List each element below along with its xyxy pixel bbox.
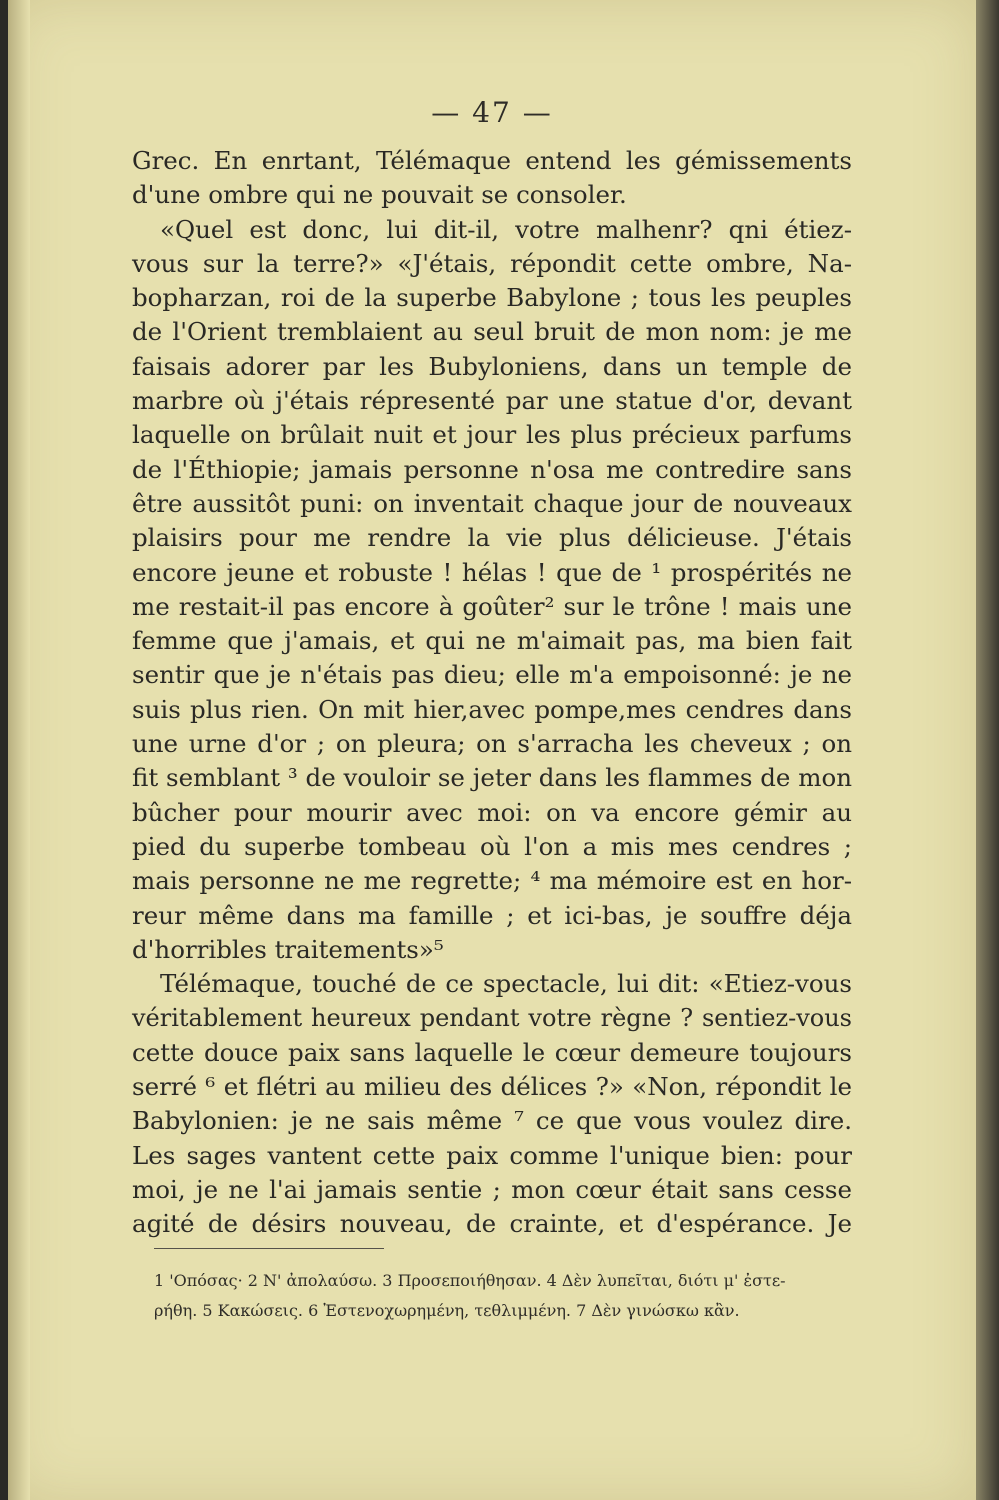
text-line: de l'Orient tremblaient au seul bruit de mon nom: je me <box>132 317 852 347</box>
text-line: sentir que je n'étais pas dieu; elle m'a empoisonné: je ne <box>132 660 852 690</box>
page-number: — 47 — <box>431 96 553 129</box>
text-line: Les sages vantent cette paix comme l'unique bien: pour <box>132 1140 852 1170</box>
text-line: mais personne ne me regrette; ⁴ ma mémoire est en hor- <box>132 866 852 896</box>
text-line: Babylonien: je ne sais même ⁷ ce que vous voulez dire. <box>132 1106 852 1136</box>
footnote-line: ρήθη. 5 Κακώσεις. 6 Ἐστενοχωρημένη, τεθλιμμένη. 7 Δὲν γινώσκω κἂν. <box>154 1301 740 1320</box>
text-line: une urne d'or ; on pleura; on s'arracha les cheveux ; on <box>132 729 852 759</box>
footnotes <box>154 1266 814 1326</box>
text-line: encore jeune et robuste ! hélas ! que de ¹ prospérités ne <box>132 557 852 587</box>
text-line: fit semblant ³ de vouloir se jeter dans les flammes de mon <box>132 763 852 793</box>
text-line: plaisirs pour me rendre la vie plus délicieuse. J'étais <box>132 523 852 553</box>
footnote-line: 1 'Οπόσας· 2 Ν' ἀπολαύσω. 3 Προσεποιήθησαν. 4 Δὲν λυπεῖται, διότι μ' ἐστε- <box>154 1271 786 1290</box>
text-line: faisais adorer par les Bubyloniens, dans un temple de <box>132 351 852 381</box>
text-line: Grec. En enrtant, Télémaque entend les gémissements <box>132 146 852 175</box>
book-page <box>8 0 976 1500</box>
text-line: reur même dans ma famille ; et ici-bas, je souffre déja <box>132 900 852 930</box>
text-line: cette douce paix sans laquelle le cœur demeure toujours <box>132 1037 852 1067</box>
text-line: être aussitôt puni: on inventait chaque jour de nouveaux <box>132 488 852 518</box>
text-line: «Quel est donc, lui dit-il, votre malhenr? qni étiez- <box>160 214 852 244</box>
text-line: me restait-il pas encore à goûter² sur le trône ! mais une <box>132 591 852 621</box>
text-line: marbre où j'étais répresenté par une statue d'or, devant <box>132 386 852 416</box>
text-line: Télémaque, touché de ce spectacle, lui dit: «Etiez-vous <box>160 969 852 999</box>
text-line: suis plus rien. On mit hier,avec pompe,mes cendres dans <box>132 694 852 724</box>
text-line: pied du superbe tombeau où l'on a mis mes cendres ; <box>132 831 852 861</box>
body-text <box>132 144 852 1242</box>
text-line: femme que j'amais, et qui ne m'aimait pas, ma bien fait <box>132 626 852 656</box>
text-line: d'horribles traitements»⁵ <box>132 934 444 964</box>
text-line: de l'Éthiopie; jamais personne n'osa me contredire sans <box>132 454 852 484</box>
text-line: bûcher pour mourir avec moi: on va encore gémir au <box>132 797 852 827</box>
text-line: agité de désirs nouveau, de crainte, et d'espérance. Je <box>132 1209 852 1239</box>
text-line: laquelle on brûlait nuit et jour les plus précieux parfums <box>132 420 852 450</box>
text-line: d'une ombre qui ne pouvait se consoler. <box>132 180 627 210</box>
text-line: véritablement heureux pendant votre règne ? sentiez-vous <box>132 1004 852 1033</box>
text-line: serré ⁶ et flétri au milieu des délices ?» «Non, répondit le <box>132 1072 852 1102</box>
text-line: bopharzan, roi de la superbe Babylone ; tous les peuples <box>132 283 852 313</box>
text-line: vous sur la terre?» «J'étais, répondit cette ombre, Na- <box>132 248 852 278</box>
page-edge <box>976 0 999 1500</box>
text-line: moi, je ne l'ai jamais sentie ; mon cœur était sans cesse <box>132 1174 852 1204</box>
footnote-rule <box>154 1248 384 1249</box>
